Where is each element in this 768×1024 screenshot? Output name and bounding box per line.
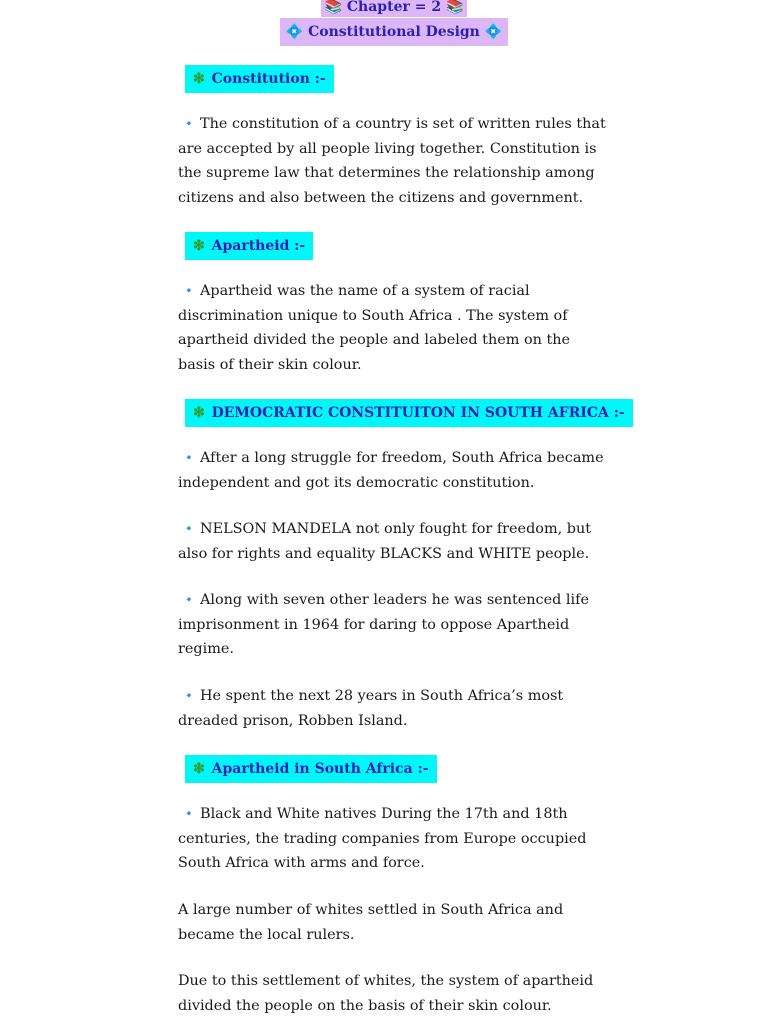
blue-diamond-icon: 🔹 (182, 117, 196, 130)
chapter-label: 📚 Chapter = 2 📚 (321, 0, 468, 17)
paragraph-text: NELSON MANDELA not only fought for freedom, but also for rights and equality BLACKS and WHITE people. (178, 521, 591, 562)
paragraph-struggle (178, 446, 610, 495)
heading-apartheid-south-africa (185, 755, 437, 783)
paragraph-text: Apartheid was the name of a system of racial discrimination unique to South Africa . The system of apartheid divided the people and labeled them on the basis of their skin colour. (178, 283, 571, 373)
paragraph-skin-colour (178, 969, 610, 1018)
heading-text: Constitution :- (211, 71, 326, 87)
topic-title (178, 18, 610, 46)
paragraph-apartheid (178, 279, 610, 377)
paragraph-whites-settled (178, 898, 610, 947)
paragraph-text: The constitution of a country is set of written rules that are accepted by all people living together. Constitution is the supreme law that determines the relationship among citizens and also between the citizens and government. (178, 116, 606, 206)
heading-text: Apartheid in South Africa :- (211, 761, 429, 777)
blue-diamond-icon: 🔹 (182, 689, 196, 702)
heading-democratic-constitution (185, 399, 633, 427)
heading-text: DEMOCRATIC CONSTITUITON IN SOUTH AFRICA :- (211, 405, 625, 421)
diamond-right-icon: 💠 (484, 24, 503, 40)
heading-constitution (185, 65, 334, 93)
diamond-left-icon: 💠 (285, 24, 304, 40)
sparkle-icon: ❇ (193, 405, 205, 421)
topic-label-box (280, 18, 508, 46)
blue-diamond-icon: 🔹 (182, 522, 196, 535)
blue-diamond-icon: 🔹 (182, 807, 196, 820)
paragraph-text: He spent the next 28 years in South Africa’s most dreaded prison, Robben Island. (178, 688, 564, 729)
sparkle-icon: ❇ (193, 71, 205, 87)
sparkle-icon: ❇ (193, 238, 205, 254)
paragraph-robben-island (178, 684, 610, 733)
paragraph-text: Due to this settlement of whites, the system of apartheid divided the people on the basis of their skin colour. (178, 973, 594, 1014)
paragraph-text: Black and White natives During the 17th and 18th centuries, the trading companies from Europe occupied South Africa with arms and force. (178, 806, 587, 872)
paragraph-text: After a long struggle for freedom, South Africa became independent and got its democratic constitution. (178, 450, 604, 491)
paragraph-sentenced (178, 588, 610, 662)
blue-diamond-icon: 🔹 (182, 593, 196, 606)
sparkle-icon: ❇ (193, 761, 205, 777)
heading-text: Apartheid :- (211, 238, 306, 254)
chapter-title (178, 0, 610, 17)
blue-diamond-icon: 🔹 (182, 284, 196, 297)
paragraph-natives (178, 802, 610, 876)
topic-label: Constitutional Design (308, 24, 480, 40)
paragraph-mandela (178, 517, 610, 566)
blue-diamond-icon: 🔹 (182, 451, 196, 464)
paragraph-text: A large number of whites settled in South Africa and became the local rulers. (178, 902, 564, 943)
paragraph-text: Along with seven other leaders he was sentenced life imprisonment in 1964 for daring to oppose Apartheid regime. (178, 592, 589, 658)
paragraph-constitution (178, 112, 610, 210)
heading-apartheid (185, 232, 313, 260)
